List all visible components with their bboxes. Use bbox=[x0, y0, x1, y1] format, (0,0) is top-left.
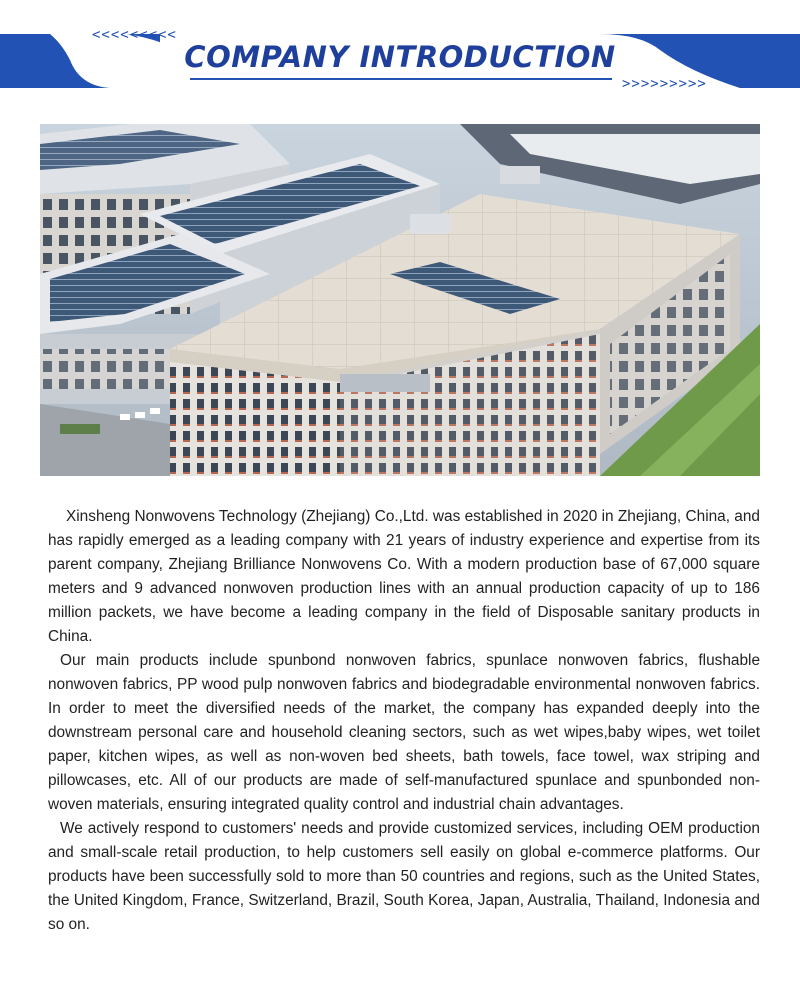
intro-paragraph-1: Xinsheng Nonwovens Technology (Zhejiang) Co.,Ltd. was established in 2020 in Zhejiang, China, and has rapidly emerged as a leading company with 21 years of industry experience and expertise from its parent company, Zhejiang Brilliance Nonwovens Co. With a modern production base of 67,000 square meters and 9 advanced nonwoven production lines with an annual production capacity of up to 186 million packets, we have become a leading company in the field of Disposable sanitary products in China. bbox=[48, 508, 760, 645]
arrows-right-decoration: >>>>>>>>> bbox=[622, 76, 707, 92]
company-intro-text bbox=[48, 505, 760, 937]
intro-paragraph-2: Our main products include spunbond nonwoven fabrics, spunlace nonwoven fabrics, flushable nonwoven fabrics, PP wood pulp nonwoven fabrics and biodegradable environmental nonwoven fabrics. In order to meet the diversified needs of the market, the company has expanded deeply into the downstream personal care and household cleaning sectors, such as wet wipes,baby wipes, wet toilet paper, kitchen wipes, as well as non-woven bed sheets, bath towels, face towel, wax striping and pillowcases, etc. All of our products are made of self-manufactured spunlace and spunbonded non-woven materials, ensuring integrated quality control and industrial chain advantages. bbox=[48, 652, 760, 813]
section-header-banner bbox=[0, 0, 800, 100]
page-title: COMPANY INTRODUCTION bbox=[184, 40, 616, 74]
factory-aerial-photo bbox=[40, 124, 760, 476]
arrows-left-decoration: <<<<<<<<< bbox=[92, 27, 177, 43]
intro-paragraph-3: We actively respond to customers' needs and provide customized services, including OEM production and small-scale retail production, to help customers sell easily on global e-commerce platforms. Our products have been successfully sold to more than 50 countries and regions, such as the United States, the United Kingdom, France, Switzerland, Brazil, South Korea, Japan, Australia, Thailand, Indonesia and so on. bbox=[48, 820, 760, 933]
